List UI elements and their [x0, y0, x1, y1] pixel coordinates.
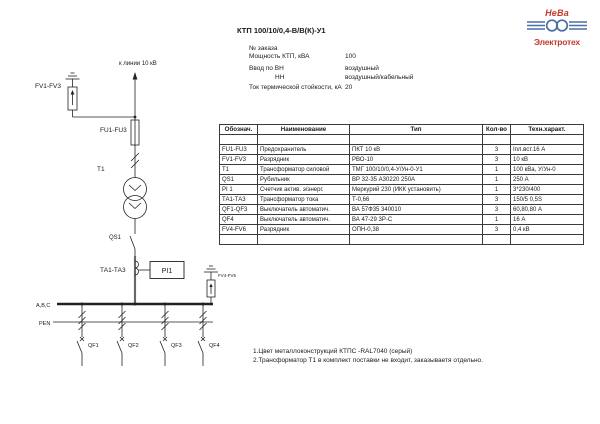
hv-fuse-fu1-fu3 — [100, 120, 139, 168]
fuse-label: FU1-FU3 — [100, 127, 127, 134]
table-cell: QS1 — [220, 175, 258, 185]
table-cell: 250 А — [511, 175, 584, 185]
column-header: Кол-во — [483, 125, 511, 135]
table-cell: 1 — [483, 175, 511, 185]
table-cell: 3 — [483, 145, 511, 155]
table-cell: 150/5 0,5S — [511, 195, 584, 205]
table-cell: 3 — [483, 195, 511, 205]
feeder-label: QF1 — [88, 343, 99, 349]
disconnector-label: QS1 — [109, 235, 122, 241]
column-header: Наименование — [258, 125, 350, 135]
incoming-line-group — [119, 61, 157, 178]
table-cell: ТМГ 100/10/0,4-У/Ун-0-У1 — [350, 165, 483, 175]
table-cell: Т-0,66 — [350, 195, 483, 205]
table-cell: 1 — [483, 185, 511, 195]
transformer-winding-symbol — [124, 178, 147, 201]
table-cell: QF1-QF3 — [220, 205, 258, 215]
table-cell: Разрядник — [258, 155, 350, 165]
logo-text-elektroteh: Электротех — [534, 37, 580, 47]
table-cell: 3*230/400 — [511, 185, 584, 195]
hv-arrester-fv1-fv3 — [35, 73, 135, 117]
breaker-blade — [198, 341, 203, 353]
lv-bus-group — [36, 303, 213, 328]
table-cell: Трансформатор силовой — [258, 165, 350, 175]
table-cell: FU1-FU3 — [220, 145, 258, 155]
column-header: Обознач. — [220, 125, 258, 135]
table-cell: Рубильник — [258, 175, 350, 185]
incoming-line-label: к линии 10 кВ — [119, 61, 157, 67]
info-value: 20 — [345, 84, 353, 91]
table-cell: 3 — [483, 205, 511, 215]
info-label: Ток термической стойкости, кА — [249, 84, 342, 91]
table-cell: 1 — [483, 165, 511, 175]
note-line: 1.Цвет металлоконструкций КТПС -RAL7040 (серый) — [253, 348, 413, 355]
table-cell: ВА 47-29 3Р-С — [350, 215, 483, 225]
bus-label: А,В,С — [36, 303, 51, 309]
table-cell: 1 — [483, 215, 511, 225]
feeder-qf2 — [117, 304, 139, 366]
lv-arrester-fv4-fv6 — [204, 266, 237, 304]
feeder-label: QF2 — [128, 343, 139, 349]
table-cell: ОПН-0,38 — [350, 225, 483, 235]
feeder-qf4 — [198, 304, 220, 366]
feeder-qf1 — [77, 304, 99, 366]
notes-block — [253, 348, 483, 365]
info-label: Ввод по ВН — [249, 65, 284, 72]
table-cell: ВА 57Ф35 340010 — [350, 205, 483, 215]
table-cell: 10 кВ — [511, 155, 584, 165]
table-cell: ПКТ 10 кВ — [350, 145, 483, 155]
table-cell: PI 1 — [220, 185, 258, 195]
table-cell: Разрядник — [258, 225, 350, 235]
transformer-label: Т1 — [97, 166, 105, 173]
breaker-blade — [117, 341, 122, 353]
info-value: 100 — [345, 53, 356, 60]
page-title: КТП 100/10/0,4-В/В(К)-У1 — [237, 26, 326, 35]
info-value: воздушный — [345, 65, 379, 72]
table-cell: 100 кВа, У/Ун-0 — [511, 165, 584, 175]
table-cell: Iпл.вст.16 А — [511, 145, 584, 155]
info-label: № заказа — [249, 45, 278, 52]
feeder-label: QF4 — [209, 343, 220, 349]
meter-label: PI1 — [161, 268, 173, 275]
table-cell: Выключатель автоматич. — [258, 215, 350, 225]
table-cell: Меркурий 230 (ИКК установить) — [350, 185, 483, 195]
info-label: НН — [275, 74, 285, 81]
ct-and-meter-group — [100, 256, 184, 304]
column-header: Тип — [350, 125, 483, 135]
logo-text-neva: НеВа — [545, 8, 569, 18]
table-cell: Предохранитель — [258, 145, 350, 155]
table-cell: 16 А — [511, 215, 584, 225]
info-label: Мощность КТП, кВА — [249, 53, 310, 60]
table-cell: 0,4 кВ — [511, 225, 584, 235]
arrester-label: FV4-FV6 — [218, 273, 237, 278]
table-cell: Выключатель автоматич. — [258, 205, 350, 215]
table-cell: 60,80,80 А — [511, 205, 584, 215]
table-cell: QF4 — [220, 215, 258, 225]
breaker-blade — [77, 341, 82, 353]
disconnector-qs1 — [109, 219, 135, 259]
table-cell: FV4-FV6 — [220, 225, 258, 235]
table-cell: 3 — [483, 155, 511, 165]
breaker-blade — [160, 341, 165, 353]
arrester-label: FV1-FV3 — [35, 83, 62, 90]
feeder-label: QF3 — [171, 343, 182, 349]
note-line: 2.Трансформатор Т1 в комплект поставки не входит, заказываетя отдельно. — [253, 356, 483, 364]
info-value: воздушный/кабельный — [345, 74, 414, 81]
table-cell: Т1 — [220, 165, 258, 175]
pen-label: PEN — [39, 321, 51, 327]
table-cell: ТА1-ТА3 — [220, 195, 258, 205]
table-cell: ВР 32-35 А30220 250А — [350, 175, 483, 185]
table-cell: 3 — [483, 225, 511, 235]
feeder-qf3 — [160, 304, 182, 366]
ct-label: ТА1-ТА3 — [100, 267, 126, 274]
switch-blade-symbol — [130, 236, 135, 249]
table-cell: Счетчик актив. э/энерг. — [258, 185, 350, 195]
table-cell: РВО-10 — [350, 155, 483, 165]
column-header: Техн.характ. — [511, 125, 584, 135]
transformer-t1 — [97, 166, 147, 219]
table-cell: FV1-FV3 — [220, 155, 258, 165]
table-cell: Трансформатор тока — [258, 195, 350, 205]
